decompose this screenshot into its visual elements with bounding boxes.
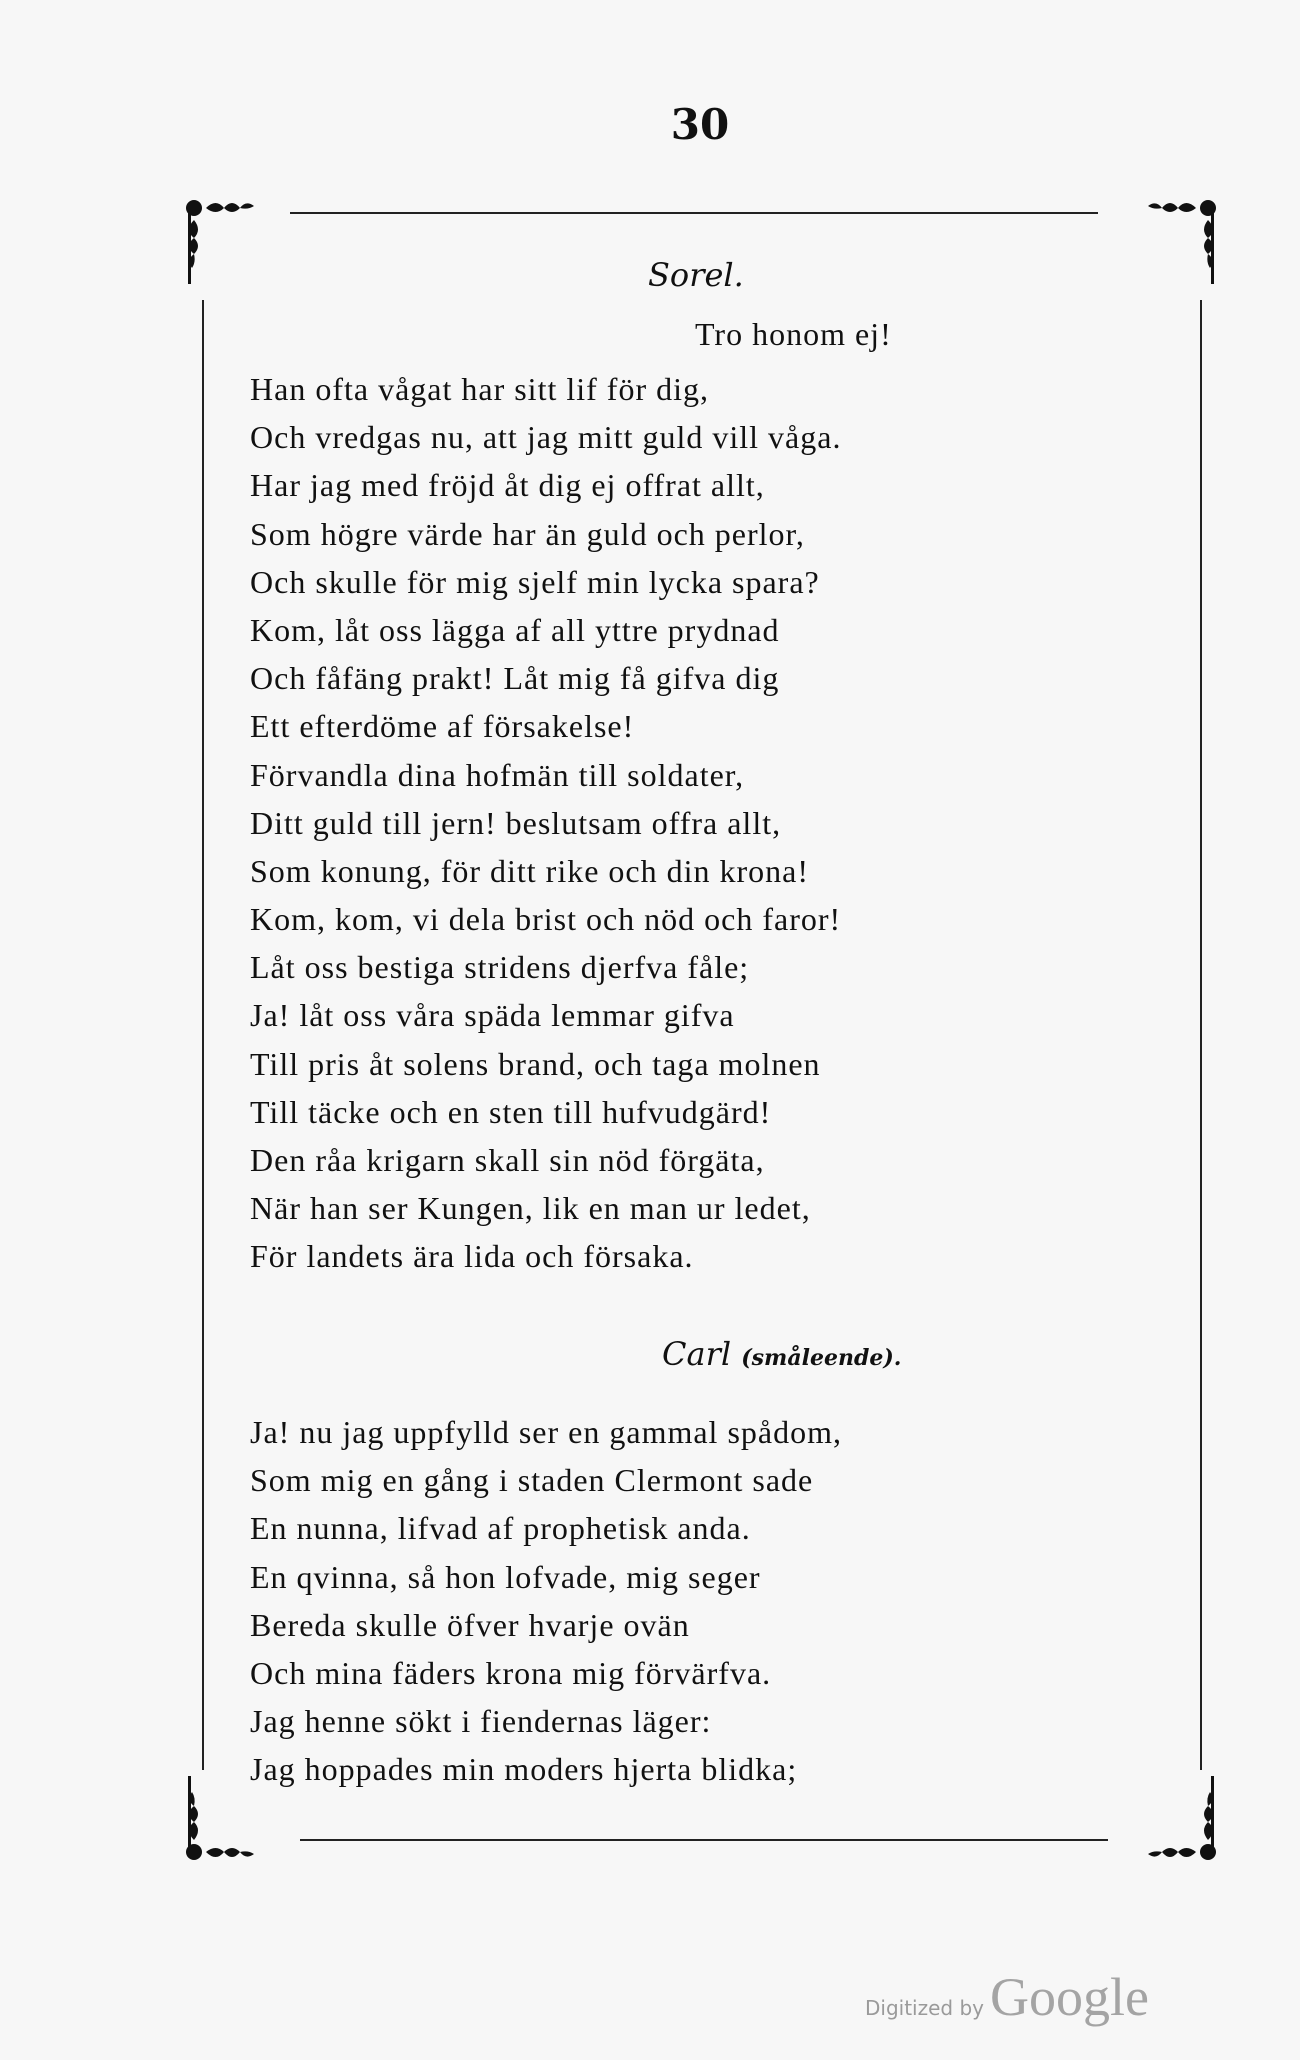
verse-block-carl <box>250 1408 842 1794</box>
verse-line: En nunna, lifvad af prophetisk anda. <box>250 1510 751 1547</box>
verse-line: Och skulle för mig sjelf min lycka spara? <box>250 563 820 600</box>
verse-line: Har jag med fröjd åt dig ej offrat allt, <box>250 467 765 504</box>
frame-top-rule <box>290 212 1098 214</box>
verse-line: Som högre värde har än guld och perlor, <box>250 515 805 552</box>
watermark-prefix: Digitized by <box>865 1996 984 2020</box>
verse-line: Ja! nu jag uppfylld ser en gammal spådom, <box>250 1414 842 1450</box>
verse-line: Den råa krigarn skall sin nöd förgäta, <box>250 1142 765 1178</box>
verse-line: Förvandla dina hofmän till soldater, <box>250 756 745 793</box>
verse-line: För landets ära lida och försaka. <box>250 1238 694 1275</box>
verse-line: Kom, kom, vi dela brist och nöd och faror! <box>250 901 842 938</box>
verse-first-line: Tro honom ej! <box>695 316 892 352</box>
verse-line: Till täcke och en sten till hufvudgärd! <box>250 1093 772 1130</box>
verse-line: Till pris åt solens brand, och taga molnen <box>250 1045 821 1082</box>
digitized-by-google-watermark <box>865 1966 1149 2028</box>
verse-line: Han ofta vågat har sitt lif för dig, <box>250 371 709 407</box>
verse-line: När han ser Kungen, lik en man ur ledet, <box>250 1190 811 1227</box>
frame-bottom-rule <box>300 1839 1108 1841</box>
frame-right-rule <box>1200 300 1202 1770</box>
verse-line: Och mina fäders krona mig förvärfva. <box>250 1654 772 1691</box>
verse-line: Ett efterdöme af försakelse! <box>250 708 635 745</box>
speaker-heading-carl <box>662 1335 901 1373</box>
google-logo: Google <box>990 1967 1149 2027</box>
speaker-name-carl: Carl <box>662 1335 732 1373</box>
speaker-name-sorel: Sorel. <box>648 256 744 294</box>
frame-left-rule <box>202 300 204 1770</box>
stage-direction: (småleende). <box>741 1345 902 1371</box>
verse-line: Kom, låt oss lägga af all yttre prydnad <box>250 611 780 648</box>
page-number: 30 <box>670 100 730 149</box>
verse-line: Ditt guld till jern! beslutsam offra allt, <box>250 804 782 841</box>
verse-line: Låt oss bestiga stridens djerfva fåle; <box>250 949 750 986</box>
verse-line: Och vredgas nu, att jag mitt guld vill våga. <box>250 419 842 456</box>
verse-block-sorel <box>250 365 841 1281</box>
corner-ornament-bottom-right-icon <box>1112 1760 1222 1870</box>
corner-ornament-top-right-icon <box>1112 190 1222 300</box>
verse-line: Som mig en gång i staden Clermont sade <box>250 1462 814 1499</box>
verse-line: Och fåfäng prakt! Låt mig få gifva dig <box>250 660 780 697</box>
verse-line: Jag hoppades min moders hjerta blidka; <box>250 1751 798 1788</box>
corner-ornament-top-left-icon <box>180 190 290 300</box>
verse-line: Jag henne sökt i fiendernas läger: <box>250 1703 712 1740</box>
verse-line: Som konung, för ditt rike och din krona! <box>250 852 810 889</box>
verse-line: Bereda skulle öfver hvarje ovän <box>250 1606 690 1643</box>
verse-line: Ja! låt oss våra späda lemmar gifva <box>250 997 735 1034</box>
verse-line: En qvinna, så hon lofvade, mig seger <box>250 1558 761 1595</box>
